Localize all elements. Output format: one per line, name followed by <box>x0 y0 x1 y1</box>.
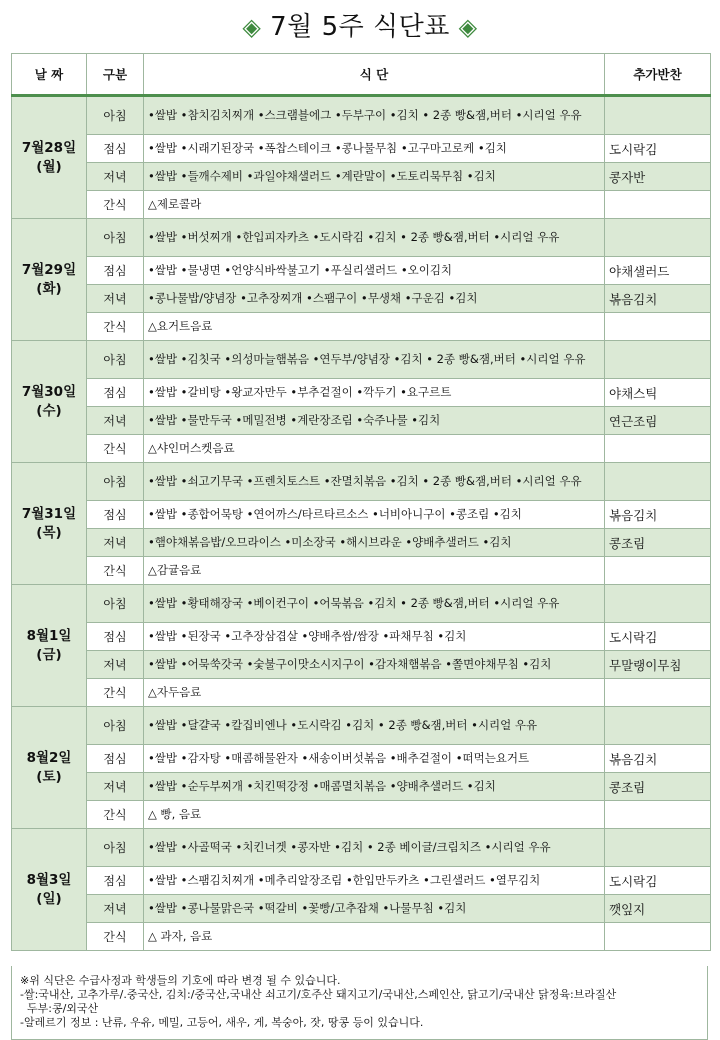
date-cell <box>12 96 87 219</box>
meal-row <box>12 163 711 191</box>
menu-body <box>12 96 711 951</box>
meal-row <box>12 707 711 745</box>
meal-row <box>12 679 711 707</box>
meal-type: 간식 <box>87 435 144 463</box>
extra-dish <box>605 829 711 867</box>
meal-row <box>12 529 711 557</box>
extra-dish <box>605 801 711 829</box>
meal-type: 아침 <box>87 585 144 623</box>
menu-items: •쌀밥 •참치김치찌개 •스크램블에그 •두부구이 •김치 • 2종 빵&잼,버터 •시리얼 우유 <box>144 96 605 135</box>
menu-items: •쌀밥 •사골떡국 •치킨너겟 •콩자반 •김치 • 2종 베이글/크림치즈 •시리얼 우유 <box>144 829 605 867</box>
meal-row <box>12 557 711 585</box>
menu-items: •쌀밥 •종합어묵탕 •연어까스/타르타르소스 •너비아니구이 •콩조림 •김치 <box>144 501 605 529</box>
meal-row <box>12 191 711 219</box>
meal-row <box>12 341 711 379</box>
weekday-label: (목) <box>36 524 62 541</box>
extra-dish: 무말랭이무침 <box>605 651 711 679</box>
menu-items: △샤인머스켓음료 <box>144 435 605 463</box>
meal-type: 간식 <box>87 557 144 585</box>
menu-items: •쌀밥 •김칫국 •의성마늘햄볶음 •연두부/양념장 •김치 • 2종 빵&잼,버터 •시리얼 우유 <box>144 341 605 379</box>
diamond-icon: ◈ <box>458 13 478 41</box>
menu-items: •쌀밥 •황태해장국 •베이컨구이 •어묵볶음 •김치 • 2종 빵&잼,버터 •시리얼 우유 <box>144 585 605 623</box>
meal-type: 아침 <box>87 707 144 745</box>
title-text: 7월 5주 식단표 <box>270 12 450 42</box>
extra-dish <box>605 313 711 341</box>
menu-items: •햄야채볶음밥/오므라이스 •미소장국 •해시브라운 •양배추샐러드 •김치 <box>144 529 605 557</box>
date-cell <box>12 219 87 341</box>
extra-dish: 볶음김치 <box>605 501 711 529</box>
meal-type: 저녁 <box>87 773 144 801</box>
meal-type: 저녁 <box>87 407 144 435</box>
meal-type: 저녁 <box>87 285 144 313</box>
extra-dish: 야채스틱 <box>605 379 711 407</box>
meal-type: 저녁 <box>87 895 144 923</box>
meal-row <box>12 313 711 341</box>
extra-dish: 도시락김 <box>605 867 711 895</box>
meal-row <box>12 379 711 407</box>
extra-dish <box>605 463 711 501</box>
header-menu: 식 단 <box>144 54 605 96</box>
meal-type: 아침 <box>87 96 144 135</box>
weekday-label: (수) <box>36 402 62 419</box>
note-line: ※위 식단은 수급사정과 학생들의 기호에 따라 변경 될 수 있습니다. <box>20 974 341 987</box>
extra-dish <box>605 679 711 707</box>
menu-items: •쌀밥 •들깨수제비 •과일야채샐러드 •계란말이 •도토리묵무침 •김치 <box>144 163 605 191</box>
weekday-label: (월) <box>36 158 62 175</box>
header-type: 구분 <box>87 54 144 96</box>
note-line: 두부:콩/외국산 <box>20 1002 99 1015</box>
meal-type: 저녁 <box>87 163 144 191</box>
extra-dish <box>605 96 711 135</box>
date-label: 7월30일 <box>21 383 77 400</box>
note-line: -쌀:국내산, 고추가루/.중국산, 김치:/중국산,국내산 쇠고기/호주산 돼지고기/국내산,스페인산, 닭고기/국내산 닭정육:브라질산 <box>20 988 617 1001</box>
weekday-label: (화) <box>36 280 62 297</box>
extra-dish: 야채샐러드 <box>605 257 711 285</box>
meal-type: 아침 <box>87 219 144 257</box>
menu-items: •쌀밥 •달걀국 •칼집비엔나 •도시락김 •김치 • 2종 빵&잼,버터 •시리얼 우유 <box>144 707 605 745</box>
meal-row <box>12 867 711 895</box>
meal-row <box>12 219 711 257</box>
meal-type: 점심 <box>87 135 144 163</box>
extra-dish <box>605 435 711 463</box>
notes-box <box>11 966 708 1040</box>
menu-items: △ 빵, 음료 <box>144 801 605 829</box>
menu-items: •쌀밥 •순두부찌개 •치킨떡강정 •매콤멸치볶음 •양배추샐러드 •김치 <box>144 773 605 801</box>
menu-items: •쌀밥 •스팸김치찌개 •메추리알장조림 •한입만두카츠 •그린샐러드 •열무김치 <box>144 867 605 895</box>
meal-type: 점심 <box>87 867 144 895</box>
menu-items: △제로콜라 <box>144 191 605 219</box>
menu-items: △ 과자, 음료 <box>144 923 605 951</box>
menu-items: △요거트음료 <box>144 313 605 341</box>
date-label: 7월28일 <box>21 139 77 156</box>
meal-type: 저녁 <box>87 529 144 557</box>
menu-items: △감귤음료 <box>144 557 605 585</box>
meal-row <box>12 923 711 951</box>
meal-type: 점심 <box>87 745 144 773</box>
extra-dish <box>605 191 711 219</box>
weekday-label: (일) <box>36 890 62 907</box>
date-label: 8월1일 <box>26 627 72 644</box>
meal-type: 간식 <box>87 923 144 951</box>
meal-row <box>12 407 711 435</box>
extra-dish: 콩조림 <box>605 773 711 801</box>
date-cell <box>12 829 87 951</box>
meal-type: 간식 <box>87 679 144 707</box>
extra-dish <box>605 219 711 257</box>
meal-type: 아침 <box>87 341 144 379</box>
date-cell <box>12 463 87 585</box>
menu-items: •쌀밥 •콩나물맑은국 •떡갈비 •꽃빵/고추잡채 •나물무침 •김치 <box>144 895 605 923</box>
menu-items: •쌀밥 •버섯찌개 •한입피자카츠 •도시락김 •김치 • 2종 빵&잼,버터 •시리얼 우유 <box>144 219 605 257</box>
meal-row <box>12 829 711 867</box>
meal-type: 점심 <box>87 623 144 651</box>
meal-type: 점심 <box>87 379 144 407</box>
header-extra: 추가반찬 <box>605 54 711 96</box>
meal-row <box>12 135 711 163</box>
menu-items: •쌀밥 •어묵쑥갓국 •숯불구이맛소시지구이 •감자채햄볶음 •쫄면야채무침 •김치 <box>144 651 605 679</box>
meal-row <box>12 801 711 829</box>
meal-row <box>12 773 711 801</box>
date-label: 7월29일 <box>21 261 77 278</box>
extra-dish <box>605 923 711 951</box>
menu-items: •쌀밥 •쇠고기무국 •프렌치토스트 •잔멸치볶음 •김치 • 2종 빵&잼,버터 •시리얼 우유 <box>144 463 605 501</box>
meal-type: 점심 <box>87 257 144 285</box>
extra-dish: 도시락김 <box>605 623 711 651</box>
menu-items: •쌀밥 •감자탕 •매콤해물완자 •새송이버섯볶음 •배추겉절이 •떠먹는요거트 <box>144 745 605 773</box>
meal-row <box>12 895 711 923</box>
meal-row <box>12 585 711 623</box>
diamond-icon: ◈ <box>242 13 262 41</box>
date-cell <box>12 585 87 707</box>
meal-row <box>12 623 711 651</box>
note-line: -알레르기 정보 : 난류, 우유, 메밀, 고등어, 새우, 게, 복숭아, 잣, 땅콩 등이 있습니다. <box>20 1016 424 1029</box>
menu-items: •쌀밥 •갈비탕 •왕교자만두 •부추겉절이 •깍두기 •요구르트 <box>144 379 605 407</box>
extra-dish <box>605 585 711 623</box>
menu-items: •쌀밥 •시래기된장국 •폭찹스테이크 •콩나물무침 •고구마고로케 •김치 <box>144 135 605 163</box>
extra-dish: 콩자반 <box>605 163 711 191</box>
menu-items: △자두음료 <box>144 679 605 707</box>
menu-items: •콩나물밥/양념장 •고추장찌개 •스팸구이 •무생채 •구운김 •김치 <box>144 285 605 313</box>
menu-items: •쌀밥 •물만두국 •메밀전병 •계란장조림 •숙주나물 •김치 <box>144 407 605 435</box>
date-label: 8월2일 <box>26 749 72 766</box>
header-date: 날 짜 <box>12 54 87 96</box>
extra-dish: 볶음김치 <box>605 745 711 773</box>
meal-row <box>12 651 711 679</box>
header-row <box>12 54 711 96</box>
meal-row <box>12 463 711 501</box>
date-label: 7월31일 <box>21 505 77 522</box>
weekday-label: (금) <box>36 646 62 663</box>
extra-dish: 도시락김 <box>605 135 711 163</box>
meal-row <box>12 285 711 313</box>
meal-row <box>12 435 711 463</box>
meal-row <box>12 745 711 773</box>
meal-row <box>12 501 711 529</box>
weekday-label: (토) <box>36 768 62 785</box>
meal-type: 저녁 <box>87 651 144 679</box>
extra-dish: 볶음김치 <box>605 285 711 313</box>
date-cell <box>12 341 87 463</box>
extra-dish: 깻잎지 <box>605 895 711 923</box>
date-label: 8월3일 <box>26 871 72 888</box>
meal-type: 점심 <box>87 501 144 529</box>
meal-type: 간식 <box>87 801 144 829</box>
page-title <box>0 6 720 43</box>
meal-type: 간식 <box>87 191 144 219</box>
extra-dish <box>605 341 711 379</box>
extra-dish <box>605 707 711 745</box>
menu-table <box>11 53 711 951</box>
date-cell <box>12 707 87 829</box>
meal-row <box>12 257 711 285</box>
menu-items: •쌀밥 •물냉면 •언양식바싹불고기 •푸실리샐러드 •오이김치 <box>144 257 605 285</box>
meal-type: 간식 <box>87 313 144 341</box>
meal-type: 아침 <box>87 829 144 867</box>
meal-row <box>12 96 711 135</box>
menu-items: •쌀밥 •된장국 •고추장삼겹살 •양배추쌈/쌈장 •파채무침 •김치 <box>144 623 605 651</box>
extra-dish <box>605 557 711 585</box>
extra-dish: 연근조림 <box>605 407 711 435</box>
meal-type: 아침 <box>87 463 144 501</box>
extra-dish: 콩조림 <box>605 529 711 557</box>
